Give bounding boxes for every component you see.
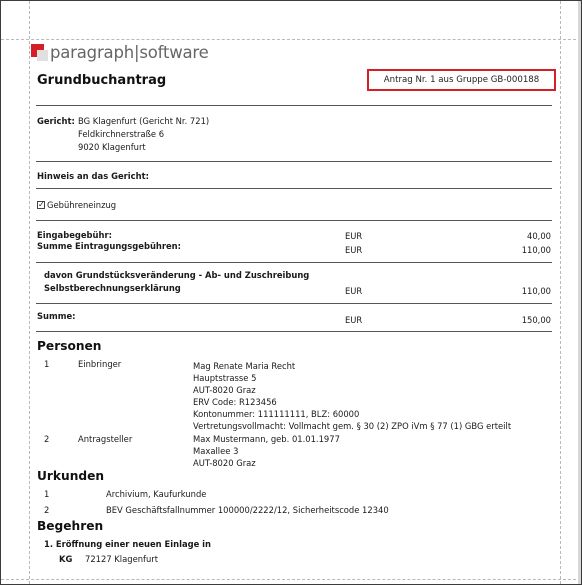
registration-fees-label: Summe Eintragungsgebühren: [37,241,181,251]
filing-fee-label: Eingabegebühr: [37,230,112,240]
registration-fees-value: 110,00 [521,245,551,255]
filing-fee-currency: EUR [345,231,363,241]
divider [36,105,552,106]
property-change-label: davon Grundstücksveränderung - Ab- und Zuschreibung [44,270,310,280]
fee-collection-checkbox[interactable]: ✓ [38,200,45,209]
fee-collection-label: Gebühreneinzug [47,200,117,210]
document-entry: BEV Geschäftsfallnummer 100000/2222/12, Sicherheitscode 12340 [106,505,389,515]
person-detail: ERV Code: R123456 [193,397,277,407]
person-detail: Max Mustermann, geb. 01.01.1977 [193,434,340,444]
document-entry: Archivium, Kaufurkunde [106,489,207,499]
person-detail: Kontonummer: 111111111, BLZ: 60000 [193,409,360,419]
request-badge: Antrag Nr. 1 aus Gruppe GB-000188 [367,69,556,91]
person-detail: Hauptstrasse 5 [193,373,257,383]
self-assessment-value: 110,00 [521,286,551,296]
self-assessment-currency: EUR [345,286,363,296]
logo-text: paragraph|software [50,42,209,62]
cadastral-label: KG [59,554,73,564]
total-value: 150,00 [521,315,551,325]
filing-fee-value: 40,00 [527,231,551,241]
person-number: 2 [44,434,50,444]
court-line: BG Klagenfurt (Gericht Nr. 721) [78,116,210,126]
persons-heading: Personen [37,339,102,353]
court-label: Gericht: [37,116,75,126]
margin-guide-left [29,1,30,584]
logo-square-icon [31,44,48,61]
person-detail: AUT-8020 Graz [193,385,256,395]
person-number: 1 [44,359,50,369]
court-line: Feldkirchnerstraße 6 [78,129,165,139]
person-role: Einbringer [78,359,122,369]
self-assessment-label: Selbstberechnungserklärung [44,283,181,293]
divider [36,161,552,162]
divider [36,331,552,332]
court-line: 9020 Klagenfurt [78,142,146,152]
registration-fees-currency: EUR [345,245,363,255]
company-logo [31,42,209,62]
document-number: 2 [44,505,50,515]
note-label: Hinweis an das Gericht: [37,171,149,181]
divider [36,188,552,189]
person-detail: AUT-8020 Graz [193,458,256,468]
margin-guide-bottom [1,579,581,580]
documents-heading: Urkunden [37,469,105,483]
total-label: Summe: [37,311,76,321]
divider [36,262,552,263]
total-currency: EUR [345,315,363,325]
requests-heading: Begehren [37,519,104,533]
cadastral-value: 72127 Klagenfurt [85,554,159,564]
person-detail: Maxallee 3 [193,446,239,456]
document-number: 1 [44,489,50,499]
divider [36,303,552,304]
margin-guide-top [1,39,581,40]
page-title: Grundbuchantrag [37,73,167,88]
request-item: 1. Eröffnung einer neuen Einlage in [44,539,212,549]
margin-guide-right [560,1,561,584]
person-role: Antragsteller [78,434,133,444]
person-detail: Vertretungsvollmacht: Vollmacht gem. § 30 (2) ZPO iVm § 77 (1) GBG erteilt [193,421,512,431]
person-detail: Mag Renate Maria Recht [193,361,296,371]
divider [36,220,552,221]
